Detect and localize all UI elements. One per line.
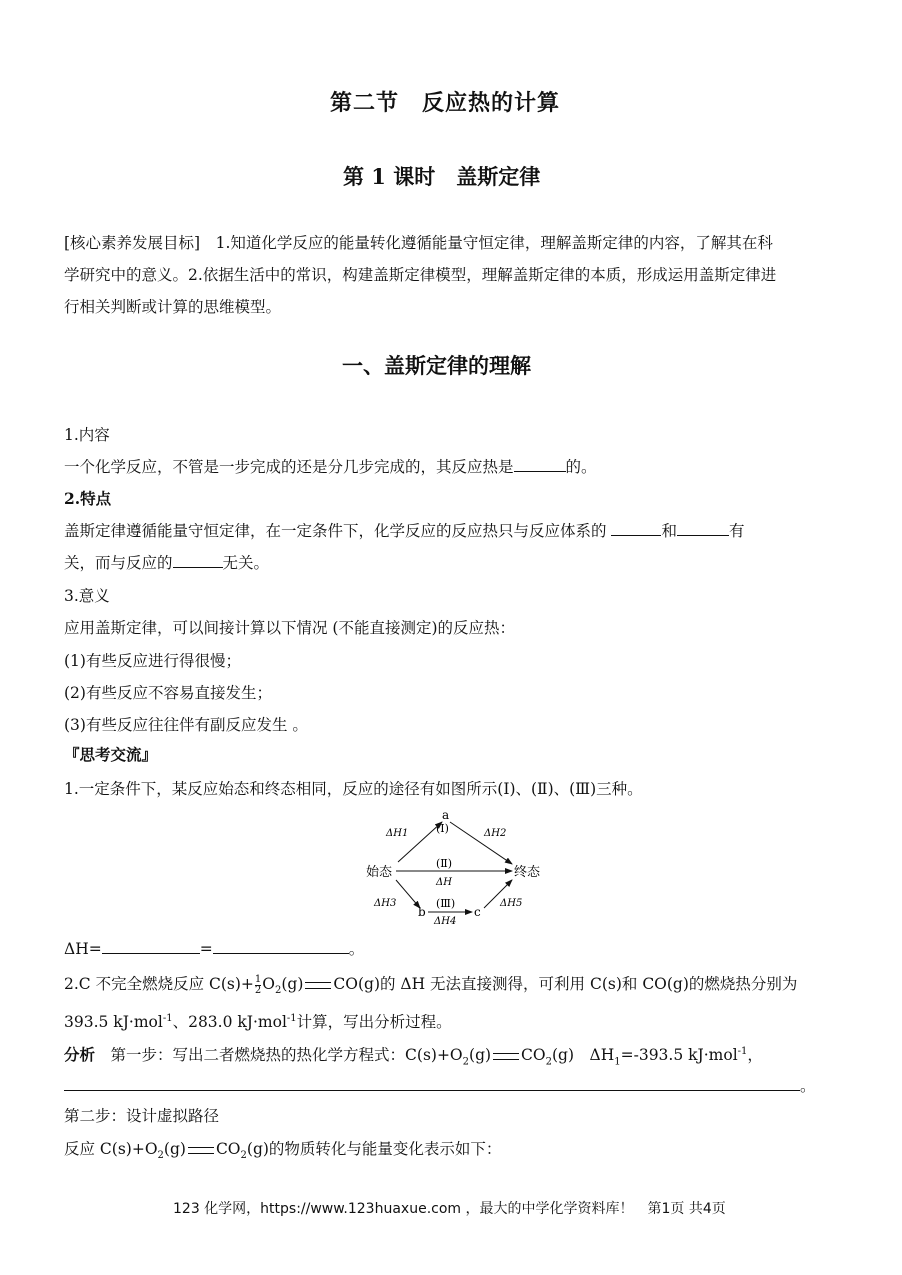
step1-sub-2: 2 — [545, 1056, 552, 1068]
diagram-arrow-start-b — [396, 880, 420, 908]
dh-equals: = — [199, 940, 213, 958]
item2-text-e: 无关。 — [222, 554, 270, 572]
q2-text-a: 2.C 不完全燃烧反应 C(s)+ — [64, 975, 254, 993]
goals-line-3: 行相关判断或计算的思维模型。 — [64, 298, 282, 316]
dh-end: 。 — [348, 940, 365, 958]
bullet-2: (2)有些反应不容易直接发生； — [64, 684, 272, 702]
think-label: 『思考交流』 — [64, 745, 158, 764]
section-1-title: 一、盖斯定律的理解 — [342, 353, 531, 378]
diagram-end: 终态 — [514, 865, 541, 880]
item2-line-2 — [64, 547, 269, 579]
diagram-dh: ΔH — [436, 877, 452, 888]
step1-text-c: CO — [521, 1046, 546, 1065]
q2-value-2: 、283.0 kJ·mol — [172, 1013, 287, 1032]
bullet-3: (3)有些反应往往伴有副反应发生 。 — [64, 716, 308, 734]
fraction-numerator: 1 — [254, 973, 262, 985]
equals-sign — [188, 1147, 214, 1154]
analysis-blank-line — [64, 1070, 816, 1102]
diagram-path-3: (Ⅲ) — [436, 897, 456, 910]
goals-label: [核心素养发展目标] — [64, 234, 201, 252]
step1-text-e: =-393.5 kJ·mol — [620, 1046, 738, 1065]
diagram-start: 始态 — [366, 865, 393, 880]
item2-text-c: 有 — [728, 522, 745, 540]
goals-text-1: 1.知道化学反应的能量转化遵循能量守恒定律，理解盖斯定律的内容，了解其在科 — [215, 234, 773, 252]
answer-blank[interactable] — [213, 937, 349, 954]
step2-text-d: (g)的物质转化与能量变化表示如下： — [246, 1140, 502, 1158]
diagram-dh1: ΔH1 — [386, 828, 409, 839]
dh-prefix: ΔH= — [64, 940, 102, 958]
q2-subscript: 2 — [275, 985, 282, 997]
item3-text: 应用盖斯定律，可以间接计算以下情况 (不能直接测定)的反应热： — [64, 619, 516, 637]
q2-text-c: (g) — [281, 975, 304, 993]
lesson-title: 第 1 课时 盖斯定律 — [343, 164, 541, 189]
step2-text-a: 反应 C(s)+O — [64, 1140, 158, 1158]
answer-blank[interactable] — [514, 455, 566, 472]
answer-blank[interactable] — [64, 1074, 800, 1091]
item1-heading: 1.内容 — [64, 426, 110, 444]
step2-sub-1: 2 — [157, 1150, 164, 1162]
step2-text-c: CO — [215, 1140, 241, 1158]
step1-text-d: (g) ΔH — [552, 1046, 615, 1065]
q2-sup-2: -1 — [286, 1013, 297, 1024]
item1-text-a: 一个化学反应，不管是一步完成的还是分几步完成的，其反应热是 — [64, 458, 514, 476]
item2-line-1 — [64, 515, 744, 547]
diagram-dh3: ΔH3 — [374, 898, 397, 909]
answer-blank[interactable] — [611, 519, 661, 536]
item2-text-b: 和 — [661, 522, 677, 540]
page-footer: 123 化学网，https://www.123huaxue.com ，最大的中学化学资料库！ 第1页 共4页 — [173, 1201, 726, 1217]
dh-answer-line — [64, 933, 364, 965]
hess-path-diagram — [360, 808, 550, 934]
equals-sign — [305, 982, 331, 989]
step1-text-f: ， — [747, 1046, 763, 1065]
item3-heading: 3.意义 — [64, 587, 110, 605]
item1-text — [64, 451, 597, 483]
diagram-path-1: (Ⅰ) — [436, 822, 449, 835]
diagram-dh4: ΔH4 — [434, 916, 457, 927]
diagram-node-c: c — [474, 905, 481, 919]
bullet-1: (1)有些反应进行得很慢； — [64, 652, 241, 670]
equals-sign — [493, 1053, 519, 1060]
diagram-dh5: ΔH5 — [500, 898, 523, 909]
item2-text-d: 关，而与反应的 — [64, 554, 173, 572]
item2-text-a: 盖斯定律遵循能量守恒定律，在一定条件下，化学反应的反应热只与反应体系的 — [64, 522, 607, 540]
analysis-step-2-line — [64, 1133, 501, 1172]
item2-heading: 2.特点 — [64, 489, 112, 508]
fraction-half — [255, 975, 261, 996]
q2-text-e: 计算，写出分析过程。 — [296, 1013, 452, 1032]
diagram-path-2: (Ⅱ) — [436, 857, 453, 870]
answer-blank[interactable] — [102, 937, 200, 954]
step1-text-a: 第一步：写出二者燃烧热的热化学方程式：C(s)+O — [110, 1046, 463, 1065]
step1-sup: -1 — [737, 1046, 748, 1057]
goals-line-1 — [64, 227, 773, 259]
question-1: 1.一定条件下，某反应始态和终态相同，反应的途径有如图所示(Ⅰ)、(Ⅱ)、(Ⅲ)三种。 — [64, 780, 643, 798]
step1-end: 。 — [800, 1077, 816, 1095]
q2-text-d: CO(g)的 ΔH 无法直接测得，可利用 C(s)和 CO(g)的燃烧热分别为 — [333, 975, 798, 993]
diagram-node-b: b — [418, 905, 426, 919]
step2-sub-2: 2 — [240, 1150, 247, 1162]
item1-text-b: 的。 — [565, 458, 597, 476]
question-2-line-1 — [64, 968, 797, 1007]
fraction-denominator: 2 — [254, 984, 262, 996]
step1-text-b: (g) — [469, 1046, 492, 1065]
answer-blank[interactable] — [173, 551, 223, 568]
step2-text-b: (g) — [163, 1140, 186, 1158]
diagram-dh2: ΔH2 — [484, 828, 507, 839]
section-title: 第二节 反应热的计算 — [330, 90, 561, 116]
step1-sub-1: 2 — [462, 1056, 470, 1068]
goals-line-2: 学研究中的意义。2.依据生活中的常识，构建盖斯定律模型，理解盖斯定律的本质，形成运用盖斯定律进 — [64, 266, 777, 284]
question-2-line-2 — [64, 1003, 452, 1038]
q2-sup-1: -1 — [162, 1013, 173, 1024]
analysis-label: 分析 — [64, 1045, 96, 1065]
answer-blank[interactable] — [677, 519, 729, 536]
step1-sub-3: 1 — [614, 1056, 621, 1068]
q2-text-b: O — [262, 975, 275, 993]
q2-value-1: 393.5 kJ·mol — [64, 1013, 163, 1032]
analysis-step-2: 第二步：设计虚拟路径 — [64, 1107, 220, 1125]
diagram-node-a: a — [442, 808, 450, 822]
